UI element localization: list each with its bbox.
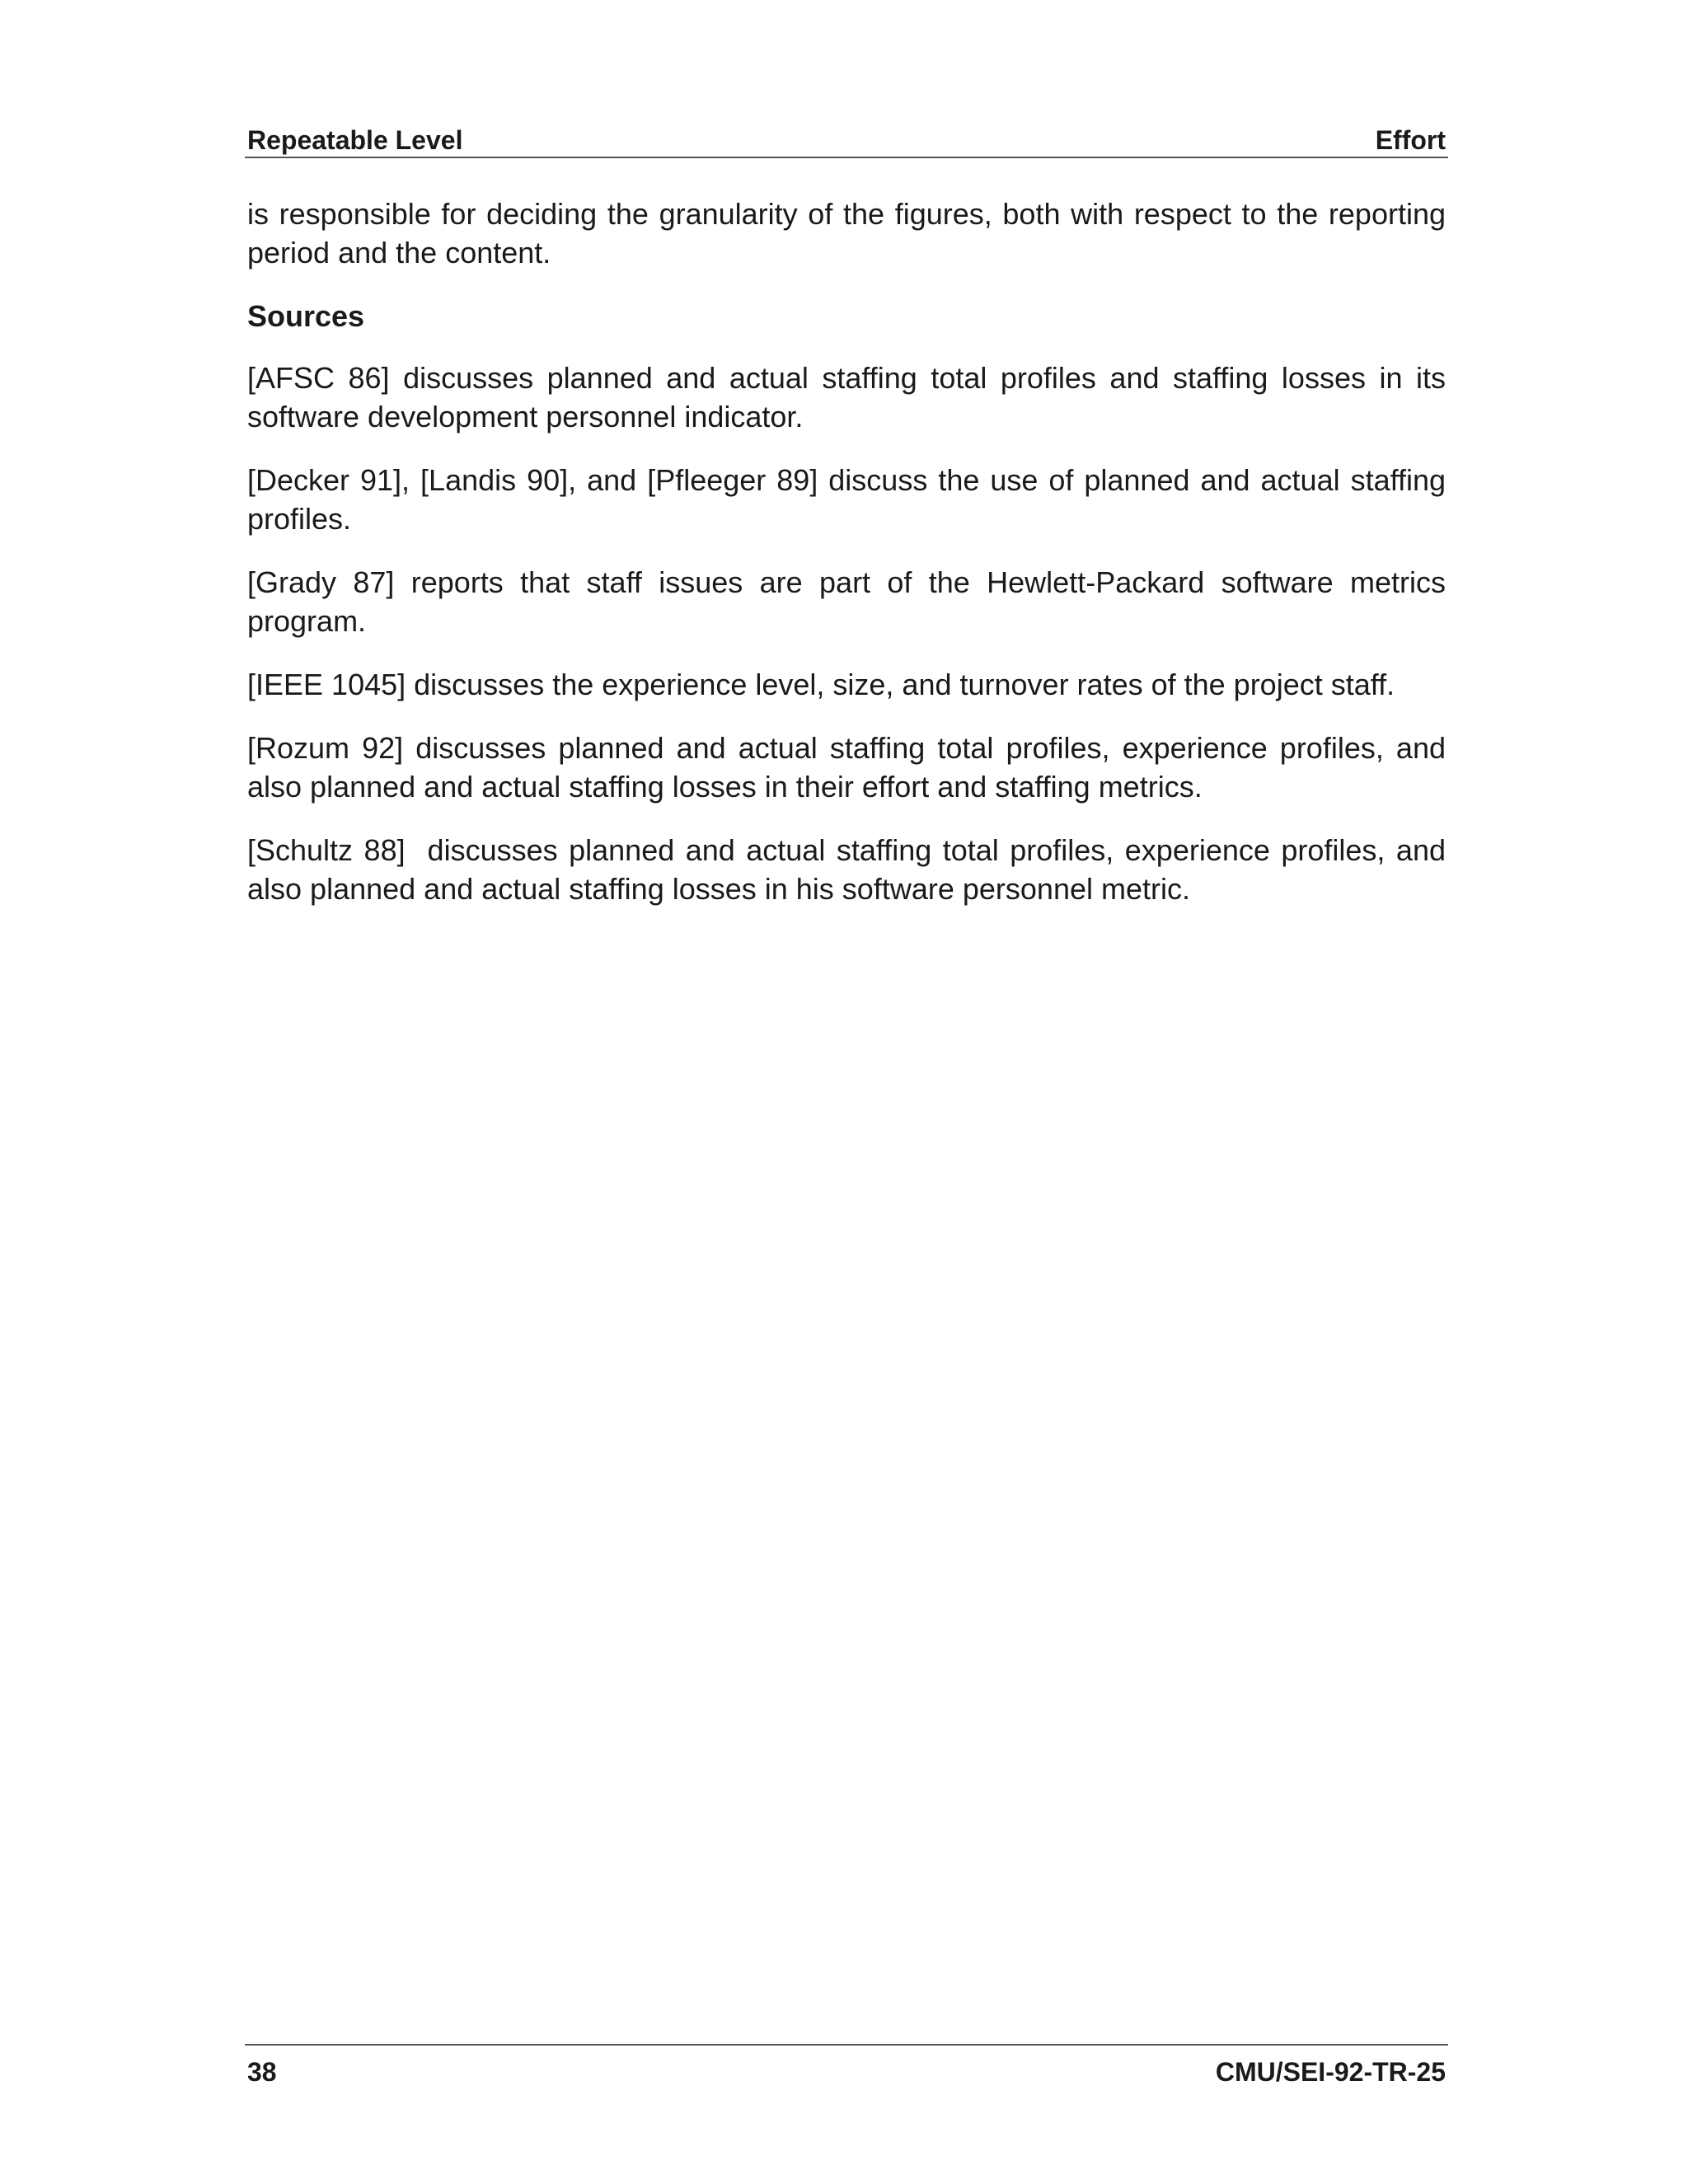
header-chapter-title: Effort [1375,125,1446,155]
page-number: 38 [247,2057,277,2087]
source-paragraph-schultz: [Schultz 88] discusses planned and actual staffing total profiles, experience profiles, and also planned and actual staffing losses in his software personnel metric. [247,833,1455,906]
sources-heading: Sources [247,299,365,333]
document-id: CMU/SEI-92-TR-25 [1215,2057,1446,2087]
header-section-title: Repeatable Level [247,125,463,155]
source-paragraph-ieee: [IEEE 1045] discusses the experience level, size, and turnover rates of the project staff. [247,668,1395,701]
page-body [247,194,1455,933]
source-paragraph-afsc: [AFSC 86] discusses planned and actual staffing total profiles and staffing losses in its software development personnel indicator. [247,361,1446,434]
running-header [245,124,1448,158]
source-paragraph-decker: [Decker 91], [Landis 90], and [Pfleeger 89] discuss the use of planned and actual staffing profiles. [247,463,1446,536]
source-paragraph-grady: [Grady 87] reports that staff issues are part of the Hewlett-Packard software metrics program. [247,565,1446,638]
intro-paragraph: is responsible for deciding the granularity of the figures, both with respect to the reporting period and the content. [247,197,1446,269]
running-footer [245,2044,1448,2088]
source-paragraph-rozum: [Rozum 92] discusses planned and actual staffing total profiles, experience profiles, and also planned and actual staffing losses in their effort and staffing metrics. [247,731,1446,804]
